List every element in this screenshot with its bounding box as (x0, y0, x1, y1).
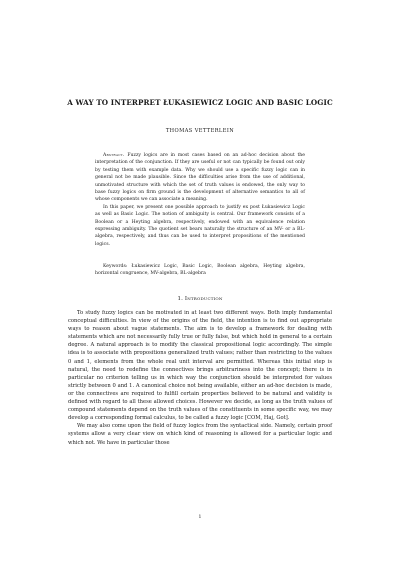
intro-paragraph-2: We may also come upon the field of fuzzy logics from the syntactical side. Namely, certain proof systems allow a very clear view on which kind of reasoning is allowed for a particular logic and which not. We have in particular those (68, 423, 332, 446)
intro-paragraph-1: To study fuzzy logics can be motivated in at least two different ways. Both imply fundamental conceptual difficulties. In view of the origins of the field, the intention is to find out appropriate ways to reason about vague statements. The aim is to develop a framework for dealing with statements which are not necessarily fully true or fully false, but which hold in general to a certain degree. A natural approach is to modify the classical propositional logic accordingly. The simple idea is to associate with propositions generalized truth values; rather than restricting to the values 0 and 1, elements from the whole real unit interval are permitted. Whereas this initial step is natural, the need to redefine the connectives brings arbitrariness into the concept; there is in particular no criterion telling us in which way the conjunction should be interpreted for values strictly between 0 and 1. A canonical choice not being available, either an ad-hoc decision is made, or the connectives are required to fulfill certain properties believed to be natural and validity is defined with regard to all these allowed choices. However we decide, as long as the truth values of compound statements depend on the truth values of the constituents in some specific way, we may develop a corresponding formal calculus, to be called a fuzzy logic [COM, Haj, Got]. (68, 310, 332, 422)
introduction-body (68, 309, 332, 447)
keywords (95, 263, 305, 278)
abstract-text: Fuzzy logics are in most cases based on an ad-hoc decision about the interpretation of the conjunction. If they are useful or not can typically be found out only by testing them with example data. Why we should use a specific fuzzy logic can in general not be made plausible. Since the difficulties arise from the use of additional, unmotivated structure with which the set of truth values is endowed, the only way to base fuzzy logics on firm ground is the development of alternative semantics to all of whose components we can associate a meaning. (95, 153, 305, 203)
abstract-paragraph-2: In this paper, we present one possible approach to justify ex post Łukasiewicz Logic as well as Basic Logic. The notion of ambiguity is central. Our framework consists of a Boolean or a Heyting algebra, respectively, endowed with an equivalence relation expressing ambiguity. The quotient set bears naturally the structure of an MV- or a BL-algebra, respectively, and thus can be used to interpret propositions of the mentioned logics. (95, 204, 305, 247)
abstract-paragraph-1 (95, 152, 305, 204)
keywords-text: Keywords: Łukasiewicz Logic, Basic Logic, Boolean algebra, Heyting algebra, horizontal congruence, MV-algebra, BL-algebra (95, 264, 305, 277)
page-number: 1 (198, 515, 202, 520)
abstract (95, 152, 305, 248)
paper-author: THOMAS VETTERLEIN (165, 128, 235, 134)
section-heading-introduction: 1. Introduction (177, 296, 223, 302)
paper-title: A WAY TO INTERPRET ŁUKASIEWICZ LOGIC AND BASIC LOGIC (67, 98, 333, 107)
abstract-label: Abstract. (103, 153, 125, 158)
